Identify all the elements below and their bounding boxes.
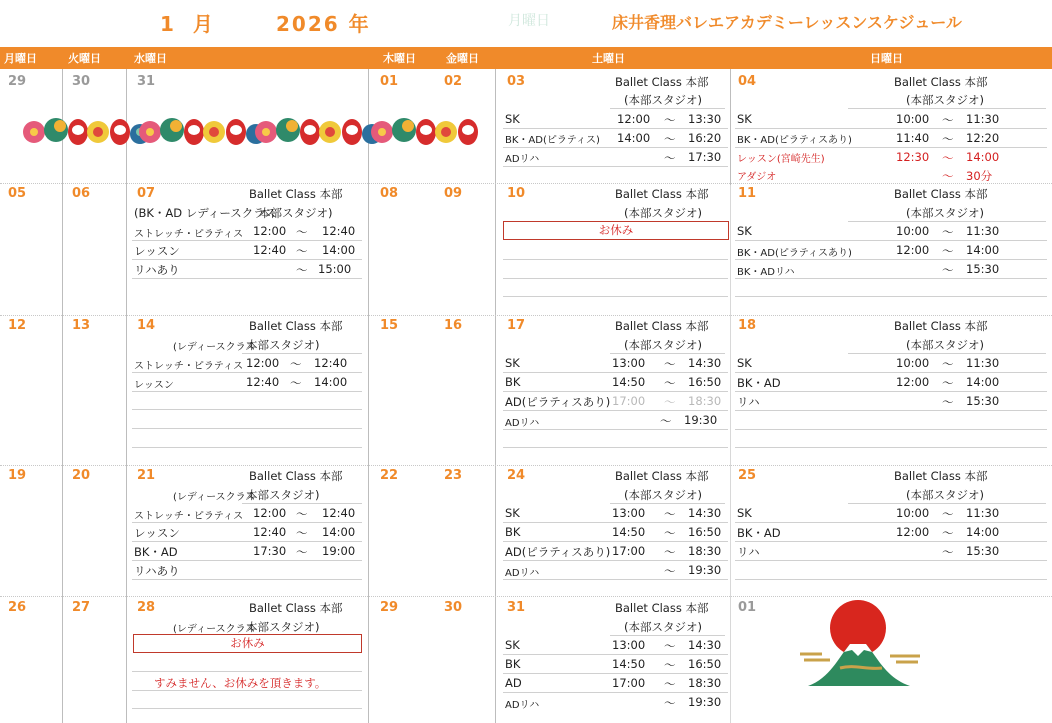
class-title: Ballet Class 本部 — [615, 601, 709, 615]
column-divider — [62, 69, 63, 723]
studio-label: (本部スタジオ) — [624, 488, 702, 502]
slot-start: 12:40 — [253, 243, 287, 257]
date-06: 06 — [72, 186, 91, 201]
class-title: Ballet Class 本部 — [615, 319, 709, 333]
slot-tilde: 〜 — [664, 677, 676, 691]
date-19: 19 — [8, 468, 27, 483]
slot-start: 14:50 — [612, 375, 646, 389]
date-09: 09 — [444, 186, 463, 201]
slot-end: 18:30 — [688, 544, 722, 558]
cell-underline — [610, 635, 725, 636]
slot-start: 12:40 — [246, 375, 280, 389]
cell-underline — [735, 560, 1047, 561]
slot-start: 10:00 — [896, 112, 930, 126]
slot-end: 14:30 — [688, 506, 722, 520]
cell-underline — [503, 278, 728, 279]
studio-label: (本部スタジオ) — [624, 338, 702, 352]
day-name-wed: 水曜日 — [134, 52, 167, 65]
cell-underline — [132, 560, 362, 561]
slot-end: 19:30 — [688, 695, 722, 709]
cell-underline — [503, 166, 728, 167]
week-separator — [0, 183, 1052, 184]
slot-end: 12:40 — [322, 224, 356, 238]
cell-underline — [503, 692, 728, 693]
class-title: Ballet Class 本部 — [249, 469, 343, 483]
day-name-fri: 金曜日 — [446, 52, 479, 65]
slot-tilde: 〜 — [664, 564, 676, 578]
slot-end: 18:30 — [688, 676, 722, 690]
day-name-tue: 火曜日 — [68, 52, 101, 65]
column-divider — [730, 185, 731, 723]
slot-tilde: 〜 — [664, 507, 676, 521]
slot-name: レッスン — [134, 380, 174, 391]
slot-name: BK・ADリハ — [737, 267, 795, 278]
slot-tilde: 〜 — [664, 639, 676, 653]
slot-tilde: 〜 — [660, 414, 672, 428]
closed-message: すみません、お休みを頂きます。 — [154, 676, 327, 690]
cell-underline — [735, 128, 1047, 129]
slot-end: 14:30 — [688, 638, 722, 652]
slot-end: 11:30 — [966, 224, 1000, 238]
slot-start: 17:30 — [253, 544, 287, 558]
cell-underline — [503, 447, 728, 448]
cell-underline — [735, 372, 1047, 373]
cell-underline — [735, 240, 1047, 241]
class-type: (レディースクラス — [173, 492, 256, 503]
slot-end: 16:20 — [688, 131, 722, 145]
cell-underline — [132, 690, 362, 691]
date-31: 31 — [137, 74, 156, 89]
date-11: 11 — [738, 186, 757, 201]
cell-underline — [503, 391, 728, 392]
cell-underline — [848, 503, 1046, 504]
slot-end: 15:00 — [318, 262, 352, 276]
day-name-sat: 土曜日 — [592, 52, 625, 65]
date-25: 25 — [738, 468, 757, 483]
slot-start: 17:00 — [612, 676, 646, 690]
column-divider — [368, 69, 369, 723]
slot-tilde: 〜 — [942, 507, 954, 521]
cell-underline — [242, 503, 362, 504]
slot-name: ADリハ — [505, 568, 540, 579]
slot-start: 14:50 — [612, 525, 646, 539]
cell-underline — [848, 353, 1046, 354]
day-name-mon: 月曜日 — [4, 52, 37, 65]
slot-name: SK — [505, 356, 520, 370]
date-14: 14 — [137, 318, 156, 333]
studio-label: (本部スタジオ) — [906, 488, 984, 502]
slot-tilde: 〜 — [942, 225, 954, 239]
slot-start: 14:00 — [617, 131, 651, 145]
class-title: Ballet Class 本部 — [894, 469, 988, 483]
slot-start: 14:50 — [612, 657, 646, 671]
slot-start: 12:00 — [896, 243, 930, 257]
cell-underline — [242, 353, 362, 354]
slot-start: 12:40 — [253, 525, 287, 539]
cell-underline — [503, 147, 728, 148]
slot-tilde: 〜 — [664, 696, 676, 710]
cell-underline — [132, 447, 362, 448]
class-title: Ballet Class 本部 — [249, 601, 343, 615]
schedule-title: 床井香理バレエアカデミーレッスンスケジュール — [612, 13, 962, 32]
cell-underline — [848, 221, 1046, 222]
slot-tilde: 〜 — [942, 545, 954, 559]
cell-underline — [132, 240, 362, 241]
date-20: 20 — [72, 468, 91, 483]
slot-tilde: 〜 — [664, 376, 676, 390]
date-07: 07 — [137, 186, 156, 201]
class-type: (BK・AD レディースクラス — [134, 206, 276, 220]
slot-start: 13:00 — [612, 506, 646, 520]
date-24: 24 — [507, 468, 526, 483]
slot-end: 15:30 — [966, 544, 1000, 558]
cell-underline — [735, 522, 1047, 523]
week-separator — [0, 315, 1052, 316]
slot-tilde: 〜 — [664, 526, 676, 540]
slot-tilde: 〜 — [942, 244, 954, 258]
slot-name: ストレッチ・ピラティス — [134, 229, 244, 240]
slot-name: レッスン(宮崎先生) — [737, 154, 825, 165]
slot-end: 16:50 — [688, 525, 722, 539]
studio-label: 本部スタジオ) — [246, 338, 320, 352]
date-29: 29 — [8, 74, 27, 89]
slot-end: 12:20 — [966, 131, 1000, 145]
class-title: Ballet Class 本部 — [249, 319, 343, 333]
slot-name: SK — [737, 506, 752, 520]
cell-underline — [610, 353, 725, 354]
date-22: 22 — [380, 468, 399, 483]
slot-tilde: 〜 — [942, 132, 954, 146]
slot-name: BK・AD — [737, 526, 781, 540]
slot-tilde: 〜 — [664, 395, 676, 409]
cell-underline — [503, 128, 728, 129]
studio-label: (本部スタジオ) — [624, 206, 702, 220]
slot-end: 11:30 — [966, 506, 1000, 520]
cell-underline — [503, 673, 728, 674]
cell-underline — [132, 522, 362, 523]
day-name-thu: 木曜日 — [383, 52, 416, 65]
slot-end: 19:30 — [684, 413, 718, 427]
slot-tilde: 〜 — [942, 263, 954, 277]
slot-end: 13:30 — [688, 112, 722, 126]
cell-underline — [132, 579, 362, 580]
slot-name: リハあり — [134, 263, 180, 277]
slot-tilde: 〜 — [664, 357, 676, 371]
slot-name: ADリハ — [505, 154, 540, 165]
slot-name: SK — [737, 356, 752, 370]
slot-name: レッスン — [134, 244, 180, 258]
date-12: 12 — [8, 318, 27, 333]
slot-name: BK — [505, 657, 521, 671]
date-30: 30 — [72, 74, 91, 89]
cell-underline — [132, 391, 362, 392]
date-13: 13 — [72, 318, 91, 333]
slot-end: 12:40 — [322, 506, 356, 520]
slot-tilde: 〜 — [664, 113, 676, 127]
slot-end: 15:30 — [966, 262, 1000, 276]
date-01: 01 — [380, 74, 399, 89]
date-18: 18 — [738, 318, 757, 333]
faint-header-text: 月曜日 — [508, 13, 550, 29]
closed-notice: お休み — [133, 634, 362, 653]
cell-underline — [503, 560, 728, 561]
cell-underline — [503, 372, 728, 373]
slot-end: 14:30 — [688, 356, 722, 370]
date-27: 27 — [72, 600, 91, 615]
cell-underline — [735, 147, 1047, 148]
date-02: 02 — [444, 74, 463, 89]
mt-fuji-sunrise-illustration — [800, 598, 922, 688]
cell-underline — [735, 259, 1047, 260]
column-divider — [126, 69, 127, 723]
slot-end: 15:30 — [966, 394, 1000, 408]
slot-tilde: 〜 — [664, 132, 676, 146]
slot-start: 10:00 — [896, 506, 930, 520]
week-separator — [0, 596, 1052, 597]
date-05: 05 — [8, 186, 27, 201]
slot-name: ADリハ — [505, 700, 540, 711]
day-name-sun: 日曜日 — [870, 52, 903, 65]
slot-end: 11:30 — [966, 112, 1000, 126]
studio-label: 本部スタジオ) — [246, 620, 320, 634]
slot-name: AD(ピラティスあり) — [505, 395, 611, 409]
slot-name: リハ — [737, 545, 760, 559]
slot-end: 16:50 — [688, 657, 722, 671]
slot-tilde: 〜 — [942, 151, 954, 165]
slot-name: レッスン — [134, 526, 180, 540]
slot-end: 11:30 — [966, 356, 1000, 370]
banner-group-1 — [23, 118, 150, 145]
date-15: 15 — [380, 318, 399, 333]
date-29b: 29 — [380, 600, 399, 615]
slot-name: ストレッチ・ピラティス — [134, 361, 244, 372]
slot-start: 13:00 — [612, 638, 646, 652]
slot-start: 13:00 — [612, 356, 646, 370]
slot-name: SK — [505, 506, 520, 520]
studio-label: (本部スタジオ) — [906, 93, 984, 107]
slot-name: ADリハ — [505, 418, 540, 429]
studio-label: 本部スタジオ) — [259, 206, 333, 220]
cell-underline — [132, 372, 362, 373]
date-17: 17 — [507, 318, 526, 333]
slot-tilde: 〜 — [942, 169, 954, 183]
month-label: 1 月 — [160, 12, 219, 36]
class-title: Ballet Class 本部 — [249, 187, 343, 201]
class-title: Ballet Class 本部 — [894, 187, 988, 201]
slot-tilde: 〜 — [942, 526, 954, 540]
slot-name: BK・AD — [737, 376, 781, 390]
slot-end: 12:40 — [314, 356, 348, 370]
date-28: 28 — [137, 600, 156, 615]
class-title: Ballet Class 本部 — [894, 75, 988, 89]
column-divider — [495, 69, 496, 723]
slot-start: 12:00 — [246, 356, 280, 370]
slot-tilde: 〜 — [296, 545, 308, 559]
new-year-decoration-banner — [20, 110, 480, 154]
class-type: (レディースクラス — [173, 342, 256, 353]
studio-label: (本部スタジオ) — [906, 206, 984, 220]
cell-underline — [735, 541, 1047, 542]
slot-end: 19:30 — [688, 563, 722, 577]
year-label: 2026 年 — [276, 12, 371, 36]
slot-name: リハあり — [134, 564, 180, 578]
slot-start: 12:30 — [896, 150, 930, 164]
slot-tilde: 〜 — [296, 263, 308, 277]
slot-tilde: 〜 — [296, 244, 308, 258]
studio-label: (本部スタジオ) — [906, 338, 984, 352]
slot-end: 14:00 — [322, 243, 356, 257]
cell-underline — [503, 579, 728, 580]
studio-label: (本部スタジオ) — [624, 93, 702, 107]
date-31b: 31 — [507, 600, 526, 615]
date-26: 26 — [8, 600, 27, 615]
slot-start: 12:00 — [896, 525, 930, 539]
cell-underline — [503, 522, 728, 523]
slot-name: AD — [505, 676, 522, 690]
cell-underline — [735, 410, 1047, 411]
date-10: 10 — [507, 186, 526, 201]
slot-end: 14:00 — [966, 525, 1000, 539]
week-separator — [0, 465, 1052, 466]
slot-name: AD(ピラティスあり) — [505, 545, 611, 559]
slot-name: BK — [505, 525, 521, 539]
cell-underline — [735, 391, 1047, 392]
slot-end: 14:00 — [322, 525, 356, 539]
date-21: 21 — [137, 468, 156, 483]
date-30b: 30 — [444, 600, 463, 615]
slot-start: 12:00 — [617, 112, 651, 126]
cell-underline — [503, 296, 728, 297]
slot-name: SK — [505, 638, 520, 652]
slot-end: 16:50 — [688, 375, 722, 389]
slot-tilde: 〜 — [664, 658, 676, 672]
cell-underline — [610, 503, 725, 504]
slot-tilde: 〜 — [290, 376, 302, 390]
slot-start: 10:00 — [896, 356, 930, 370]
cell-underline — [735, 278, 1047, 279]
cell-underline — [503, 654, 728, 655]
date-08: 08 — [380, 186, 399, 201]
slot-name: リハ — [737, 395, 760, 409]
slot-end: 14:00 — [966, 375, 1000, 389]
closed-notice: お休み — [503, 221, 729, 240]
slot-name: BK — [505, 375, 521, 389]
slot-tilde: 〜 — [296, 507, 308, 521]
cell-underline — [735, 579, 1047, 580]
cell-underline — [132, 259, 362, 260]
slot-end: 14:00 — [966, 243, 1000, 257]
class-title: Ballet Class 本部 — [615, 187, 709, 201]
cell-underline — [735, 447, 1047, 448]
class-type: (レディースクラス — [173, 624, 256, 635]
slot-start: 12:00 — [253, 224, 287, 238]
slot-name: SK — [737, 224, 752, 238]
slot-tilde: 〜 — [942, 376, 954, 390]
slot-start: 17:00 — [612, 544, 646, 558]
slot-end: 14:00 — [314, 375, 348, 389]
cell-underline — [848, 108, 1046, 109]
cell-underline — [735, 429, 1047, 430]
studio-label: (本部スタジオ) — [624, 620, 702, 634]
class-title: Ballet Class 本部 — [894, 319, 988, 333]
studio-label: 本部スタジオ) — [246, 488, 320, 502]
cell-underline — [132, 409, 362, 410]
date-23: 23 — [444, 468, 463, 483]
slot-name: アダジオ — [737, 172, 777, 183]
column-divider — [730, 69, 731, 185]
slot-tilde: 〜 — [942, 113, 954, 127]
slot-tilde: 〜 — [664, 545, 676, 559]
date-01-next: 01 — [738, 600, 757, 615]
slot-tilde: 〜 — [296, 526, 308, 540]
slot-end: 18:30 — [688, 394, 722, 408]
cell-underline — [132, 278, 362, 279]
cell-underline — [503, 541, 728, 542]
class-title: Ballet Class 本部 — [615, 469, 709, 483]
slot-name: BK・AD(ピラティスあり) — [737, 248, 852, 259]
cell-underline — [503, 429, 728, 430]
slot-tilde: 〜 — [942, 357, 954, 371]
slot-start: 10:00 — [896, 224, 930, 238]
cell-underline — [503, 259, 728, 260]
slot-name: BK・AD(ピラティス) — [505, 135, 600, 146]
slot-tilde: 〜 — [942, 395, 954, 409]
slot-end: 30分 — [966, 169, 993, 183]
cell-underline — [735, 296, 1047, 297]
cell-underline — [132, 671, 362, 672]
slot-tilde: 〜 — [664, 151, 676, 165]
slot-end: 19:00 — [322, 544, 356, 558]
slot-start: 12:00 — [253, 506, 287, 520]
slot-name: SK — [737, 112, 752, 126]
slot-start: 11:40 — [896, 131, 930, 145]
cell-underline — [503, 410, 728, 411]
slot-tilde: 〜 — [296, 225, 308, 239]
date-16: 16 — [444, 318, 463, 333]
slot-name: BK・AD — [134, 545, 178, 559]
cell-underline — [132, 428, 362, 429]
cell-underline — [132, 541, 362, 542]
slot-end: 17:30 — [688, 150, 722, 164]
slot-start: 17:00 — [612, 394, 646, 408]
date-04: 04 — [738, 74, 757, 89]
cell-underline — [132, 708, 362, 709]
cell-underline — [610, 108, 725, 109]
slot-name: SK — [505, 112, 520, 126]
slot-name: BK・AD(ピラティスあり) — [737, 135, 852, 146]
slot-tilde: 〜 — [290, 357, 302, 371]
class-title: Ballet Class 本部 — [615, 75, 709, 89]
date-03: 03 — [507, 74, 526, 89]
slot-name: ストレッチ・ピラティス — [134, 511, 244, 522]
slot-end: 14:00 — [966, 150, 1000, 164]
slot-start: 12:00 — [896, 375, 930, 389]
